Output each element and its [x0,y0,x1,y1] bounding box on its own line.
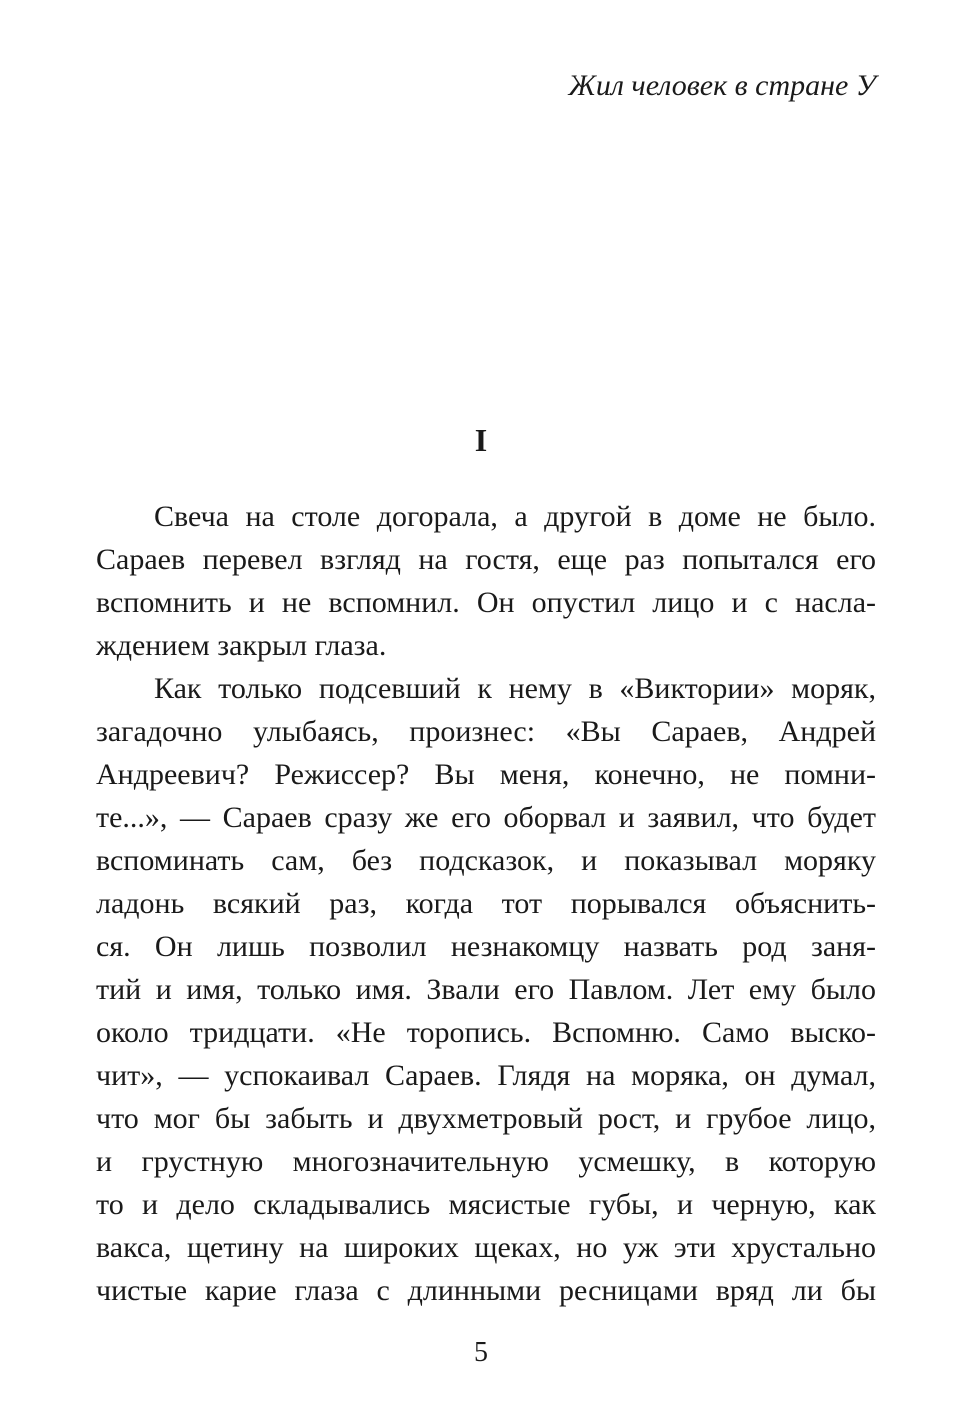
chapter-number: I [474,422,488,458]
text-line: чистые карие глаза с длинными ресницами вряд ли бы [96,1274,876,1307]
text-line: Как только подсевший к нему в «Виктории» моряк, [154,672,876,705]
page-number: 5 [474,1337,488,1368]
text-line: тий и имя, только имя. Звали его Павлом. Лет ему было [96,973,876,1006]
text-line: Свеча на столе догорала, а другой в доме не было. [154,500,876,533]
text-line: вспоминать сам, без подсказок, и показывал моряку [96,844,876,877]
text-line: вспомнить и не вспомнил. Он опустил лицо и с насла- [96,586,876,619]
text-line: те...», — Сараев сразу же его оборвал и заявил, что будет [96,801,876,834]
text-line: Сараев перевел взгляд на гостя, еще раз попытался его [96,543,876,576]
running-header: Жил человек в стране У [568,69,876,102]
text-line: ладонь всякий раз, когда тот порывался объяснить- [96,887,876,920]
text-line: вакса, щетину на широких щеках, но уж эти хрустально [96,1231,876,1264]
text-line: то и дело складывались мясистые губы, и черную, как [96,1188,876,1221]
text-line: ждением закрыл глаза. [96,629,387,662]
text-line: и грустную многозначительную усмешку, в которую [96,1145,876,1178]
text-line: Андреевич? Режиссер? Вы меня, конечно, не помни- [96,758,876,791]
text-line: ся. Он лишь позволил незнакомцу назвать род заня- [96,930,876,963]
text-line: что мог бы забыть и двухметровый рост, и грубое лицо, [96,1102,876,1135]
text-line: около тридцати. «Не торопись. Вспомню. Само выско- [96,1016,876,1049]
text-line: загадочно улыбаясь, произнес: «Вы Сараев, Андрей [96,715,876,748]
text-line: чит», — успокаивал Сараев. Глядя на моряка, он думал, [96,1059,876,1092]
